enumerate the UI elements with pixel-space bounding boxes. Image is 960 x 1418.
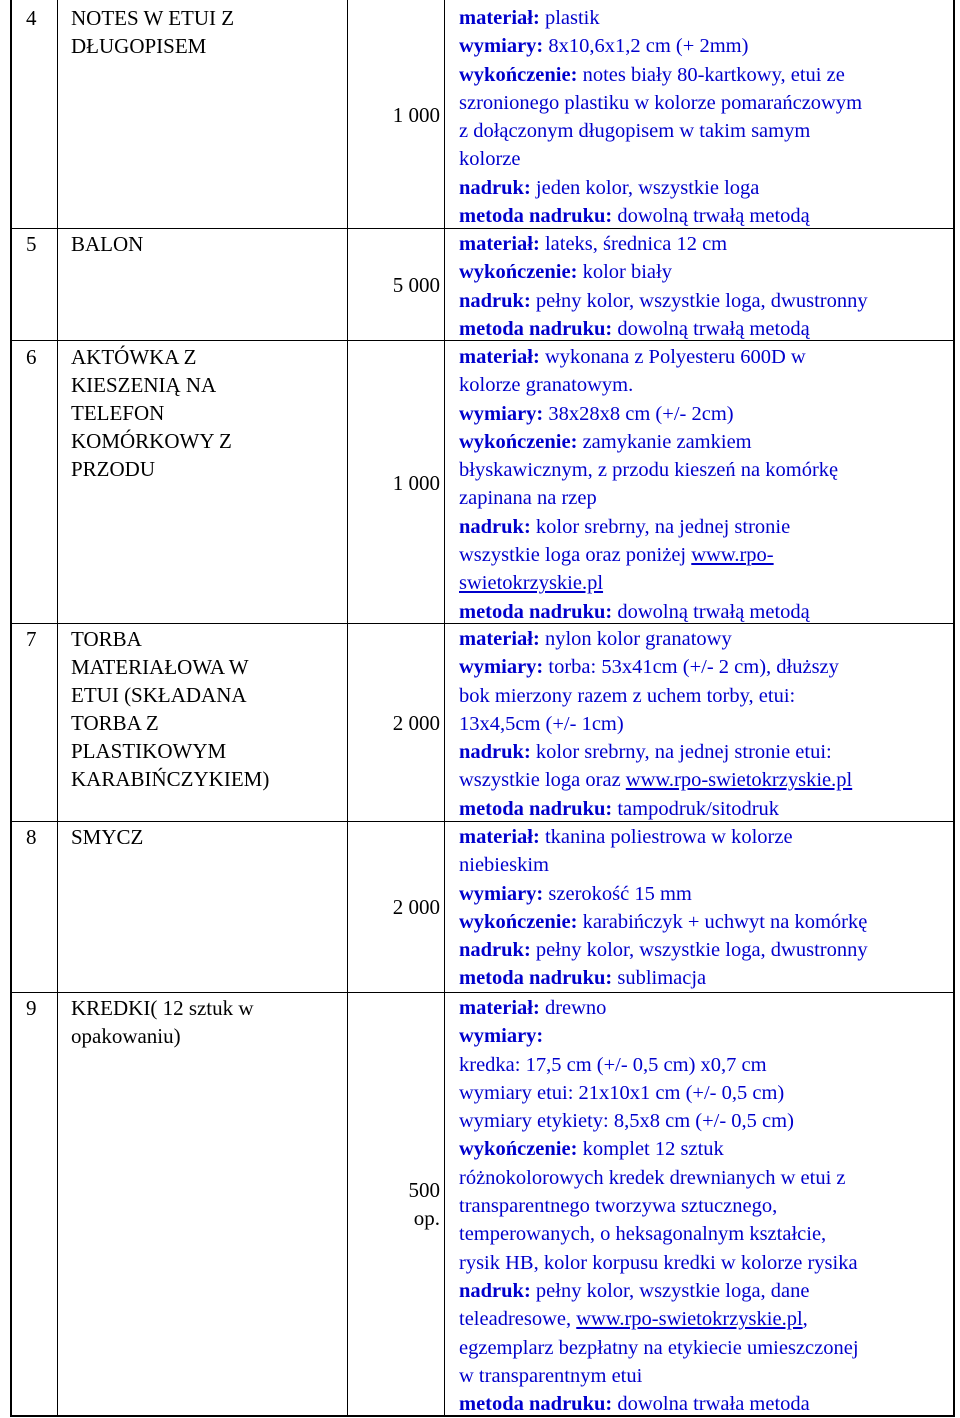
field-label: nadruk:: [459, 289, 531, 312]
description-line: [459, 1362, 955, 1390]
description-line: [459, 258, 955, 286]
field-label: metoda nadruku:: [459, 967, 613, 990]
description-line: [459, 598, 955, 626]
field-value: drewno: [539, 997, 607, 1019]
item-quantity: [357, 469, 440, 497]
item-name-line: ETUI (SKŁADANA: [71, 683, 247, 707]
description-line: [459, 795, 955, 823]
description-line: [459, 484, 955, 512]
field-value: różnokolorowych kredek drewnianych w etui z: [459, 1166, 846, 1189]
description-line: [459, 343, 955, 371]
field-value: szerokość 15 mm: [543, 882, 692, 905]
field-value: plastik: [539, 7, 600, 29]
field-value: w transparentnym etui: [459, 1364, 643, 1387]
item-quantity-line: 1 000: [392, 471, 440, 495]
item-quantity-line: 5 000: [392, 273, 440, 297]
description-line: [459, 994, 955, 1022]
field-label: materiał:: [459, 997, 540, 1019]
description-line: [459, 117, 955, 145]
field-label: wymiary:: [459, 656, 544, 679]
item-quantity-line: 1 000: [392, 103, 440, 127]
field-label: wykończenie:: [459, 1138, 578, 1161]
item-quantity: [357, 893, 440, 921]
description-line: [459, 1164, 955, 1192]
website-link[interactable]: www.rpo-swietokrzyskie.pl: [576, 1308, 803, 1331]
item-name: [71, 4, 351, 60]
field-value: tampodruk/sitodruk: [612, 797, 780, 820]
description-line: [459, 513, 955, 541]
description-line: [459, 1107, 955, 1135]
field-value: dowolna trwała metoda: [612, 1393, 810, 1416]
field-value: transparentnego tworzywa sztucznego,: [459, 1195, 778, 1218]
item-name: [71, 994, 351, 1050]
field-value: wymiary etykiety: 8,5x8 cm (+/- 0,5 cm): [459, 1110, 794, 1133]
field-label: materiał:: [459, 7, 540, 29]
description-line: [459, 682, 955, 710]
field-label: materiał:: [459, 346, 540, 368]
field-value: sublimacja: [612, 967, 707, 990]
field-value: egzemplarz bezpłatny na etykiecie umieszczonej: [459, 1336, 859, 1359]
field-label: metoda nadruku:: [459, 600, 613, 623]
description-line: [459, 541, 955, 569]
field-label: wykończenie:: [459, 63, 578, 86]
item-name-line: KARABIŃCZYKIEM): [71, 767, 270, 791]
description-line: [459, 1079, 955, 1107]
description-line: [459, 851, 955, 879]
item-name-line: TELEFON: [71, 401, 165, 425]
field-label: materiał:: [459, 628, 540, 650]
field-value: zamykanie zamkiem: [577, 430, 752, 453]
description-line: [459, 738, 955, 766]
website-link[interactable]: www.rpo-swietokrzyskie.pl: [625, 769, 853, 792]
field-value: lateks, średnica 12 cm: [539, 233, 728, 255]
field-label: metoda nadruku:: [459, 1393, 613, 1416]
item-quantity: [357, 1176, 440, 1232]
description-line: [459, 400, 955, 428]
description-line: [459, 1220, 955, 1248]
field-label: wykończenie:: [459, 261, 578, 284]
field-value: jeden kolor, wszystkie loga: [530, 176, 760, 199]
field-value: zapinana na rzep: [459, 487, 597, 510]
item-name-line: DŁUGOPISEM: [71, 34, 207, 58]
field-value: komplet 12 sztuk: [577, 1138, 724, 1161]
description-line: [459, 287, 955, 315]
field-value: tkanina poliestrowa w kolorze: [539, 826, 793, 848]
item-name-line: MATERIAŁOWA W: [71, 655, 249, 679]
description-line: [459, 371, 955, 399]
field-value: karabińczyk + uchwyt na komórkę: [577, 910, 868, 933]
item-name-line: opakowaniu): [71, 1024, 181, 1048]
item-number: 5: [26, 232, 37, 256]
description-line: [459, 710, 955, 738]
field-value: błyskawicznym, z przodu kieszeń na komórkę: [459, 459, 839, 482]
field-label: nadruk:: [459, 1279, 531, 1302]
item-description: [459, 230, 955, 343]
item-name-line: PLASTIKOWYM: [71, 739, 227, 763]
item-name-line: SMYCZ: [71, 825, 144, 849]
description-line: [459, 89, 955, 117]
item-number: 9: [26, 996, 37, 1020]
field-value: dowolną trwałą metodą: [612, 317, 810, 340]
description-line: [459, 4, 955, 32]
description-line: [459, 32, 955, 60]
field-label: metoda nadruku:: [459, 205, 613, 228]
item-description: [459, 4, 955, 230]
field-value: nylon kolor granatowy: [539, 628, 732, 650]
field-value: wszystkie loga oraz: [459, 769, 626, 792]
field-label: wykończenie:: [459, 430, 578, 453]
field-value: dowolną trwałą metodą: [612, 205, 810, 228]
field-value: temperowanych, o heksagonalnym kształcie,: [459, 1223, 827, 1246]
description-line: [459, 428, 955, 456]
item-description: [459, 625, 955, 823]
description-line: [459, 1192, 955, 1220]
table-row: [12, 823, 953, 992]
item-name-line: KIESZENIĄ NA: [71, 373, 217, 397]
description-line: [459, 1249, 955, 1277]
field-value: 13x4,5cm (+/- 1cm): [459, 712, 624, 735]
field-value: pełny kolor, wszystkie loga, dane: [530, 1279, 810, 1302]
field-label: wymiary:: [459, 402, 544, 425]
item-description: [459, 343, 955, 626]
item-name: [71, 625, 351, 793]
description-line: [459, 145, 955, 173]
description-line: [459, 1277, 955, 1305]
field-value: kolor srebrny, na jednej stronie etui:: [530, 741, 832, 764]
field-value: 38x28x8 cm (+/- 2cm): [543, 402, 734, 425]
item-number: 4: [26, 6, 37, 30]
field-value: pełny kolor, wszystkie loga, dwustronny: [530, 939, 868, 962]
field-value: niebieskim: [459, 854, 549, 877]
field-label: wymiary:: [459, 35, 544, 58]
description-line: [459, 964, 955, 992]
description-line: [459, 823, 955, 851]
item-quantity-line: 2 000: [392, 895, 440, 919]
item-name-line: NOTES W ETUI Z: [71, 6, 235, 30]
description-line: [459, 936, 955, 964]
description-line: [459, 766, 955, 794]
description-line: [459, 456, 955, 484]
field-value: pełny kolor, wszystkie loga, dwustronny: [530, 289, 868, 312]
field-value: 8x10,6x1,2 cm (+ 2mm): [543, 35, 749, 58]
field-value: bok mierzony razem z uchem torby, etui:: [459, 684, 796, 707]
field-value: szronionego plastiku w kolorze pomarańczowym: [459, 91, 863, 114]
field-value: kolor srebrny, na jednej stronie: [530, 515, 791, 538]
field-label: nadruk:: [459, 939, 531, 962]
item-name-line: AKTÓWKA Z: [71, 345, 197, 369]
item-name: [71, 230, 351, 258]
table-row: [12, 2, 953, 228]
item-name: [71, 343, 351, 483]
field-value: z dołączonym długopisem w takim samym: [459, 120, 811, 143]
website-link[interactable]: www.rpo-: [691, 544, 774, 567]
item-number: 8: [26, 825, 37, 849]
field-value: kredka: 17,5 cm (+/- 0,5 cm) x0,7 cm: [459, 1053, 767, 1076]
description-line: [459, 315, 955, 343]
field-label: metoda nadruku:: [459, 797, 613, 820]
item-name-line: KREDKI( 12 sztuk w: [71, 996, 254, 1020]
field-label: materiał:: [459, 826, 540, 848]
field-value: kolorze: [459, 148, 521, 171]
description-line: [459, 174, 955, 202]
item-description: [459, 994, 955, 1418]
field-value: wszystkie loga oraz poniżej: [459, 544, 692, 567]
spec-table: [10, 0, 955, 1417]
field-label: nadruk:: [459, 176, 531, 199]
item-name-line: BALON: [71, 232, 144, 256]
field-value: notes biały 80-kartkowy, etui ze: [577, 63, 845, 86]
description-line: [459, 61, 955, 89]
field-value: rysik HB, kolor korpusu kredki w kolorze rysika: [459, 1251, 858, 1274]
table-row: [12, 343, 953, 623]
field-value: kolor biały: [577, 261, 672, 284]
item-quantity-line: op.: [413, 1206, 440, 1230]
description-line: [459, 230, 955, 258]
item-name: [71, 823, 351, 851]
item-name-line: KOMÓRKOWY Z: [71, 429, 232, 453]
item-name-line: PRZODU: [71, 457, 156, 481]
description-line: [459, 569, 955, 597]
item-quantity: [357, 101, 440, 129]
field-label: wykończenie:: [459, 910, 578, 933]
description-line: [459, 625, 955, 653]
field-label: nadruk:: [459, 515, 531, 538]
item-description: [459, 823, 955, 993]
item-name-line: TORBA Z: [71, 711, 159, 735]
description-line: [459, 1022, 955, 1050]
field-value: wykonana z Polyesteru 600D w: [539, 346, 806, 368]
field-value: kolorze granatowym.: [459, 374, 634, 397]
description-line: [459, 1305, 955, 1333]
field-label: wymiary:: [459, 1025, 544, 1048]
item-name-line: TORBA: [71, 627, 142, 651]
description-line: [459, 1334, 955, 1362]
item-quantity: [357, 709, 440, 737]
field-value: dowolną trwałą metodą: [612, 600, 810, 623]
description-line: [459, 908, 955, 936]
description-line: [459, 1135, 955, 1163]
field-label: nadruk:: [459, 741, 531, 764]
description-line: [459, 1051, 955, 1079]
field-value: teleadresowe,: [459, 1308, 577, 1331]
description-line: [459, 653, 955, 681]
table-row: [12, 625, 953, 821]
item-number: 7: [26, 627, 37, 651]
item-quantity-line: 500: [408, 1178, 440, 1202]
field-label: materiał:: [459, 233, 540, 255]
item-quantity-line: 2 000: [392, 711, 440, 735]
item-quantity: [357, 271, 440, 299]
field-label: wymiary:: [459, 882, 544, 905]
table-row: [12, 230, 953, 340]
description-line: [459, 880, 955, 908]
website-link[interactable]: swietokrzyskie.pl: [459, 572, 604, 595]
table-row: [12, 994, 953, 1417]
item-number: 6: [26, 345, 37, 369]
field-value: torba: 53x41cm (+/- 2 cm), dłuższy: [543, 656, 839, 679]
description-line: [459, 202, 955, 230]
field-value: wymiary etui: 21x10x1 cm (+/- 0,5 cm): [459, 1081, 785, 1104]
field-value: ,: [802, 1308, 808, 1331]
field-label: metoda nadruku:: [459, 317, 613, 340]
description-line: [459, 1390, 955, 1418]
